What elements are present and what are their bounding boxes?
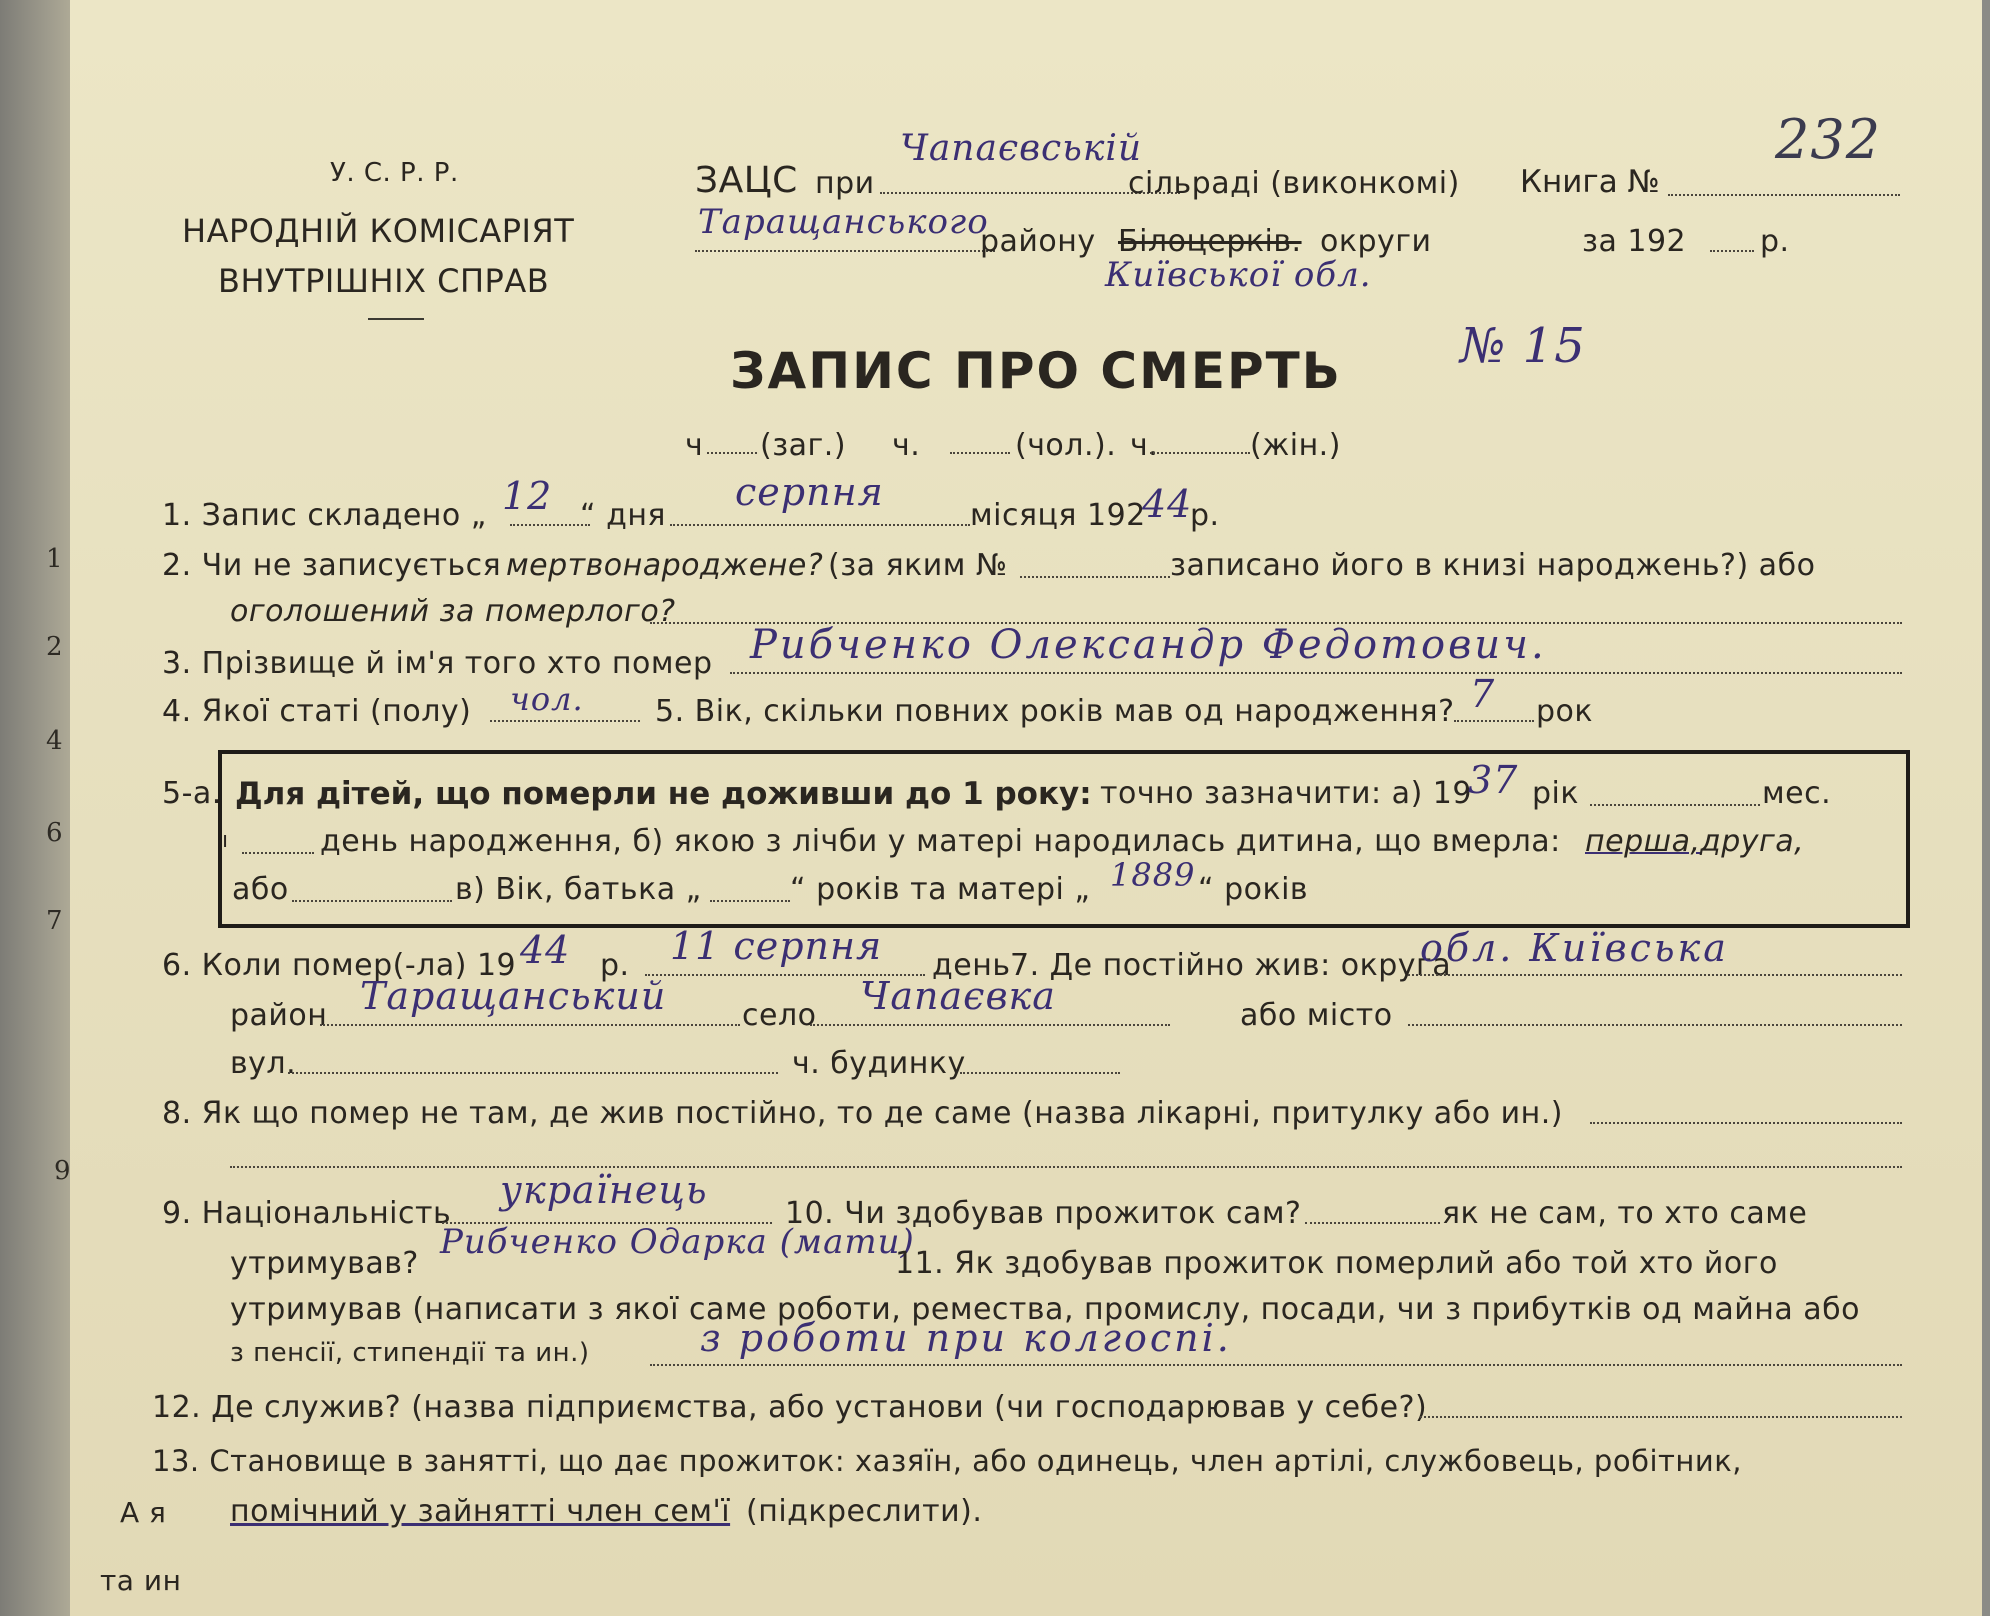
field13-underlined: помічний у зайнятті член сем'ї xyxy=(230,1494,731,1529)
margin-number: 4 xyxy=(46,726,63,756)
field12-line xyxy=(1420,1416,1902,1418)
count-male-line xyxy=(950,452,1010,454)
field7-city-line xyxy=(1408,1024,1902,1026)
field1-day-label: “ дня xyxy=(580,498,666,533)
field7-house-line xyxy=(960,1072,1120,1074)
field5a-or-line xyxy=(292,900,452,902)
ussr-label: У. С. Р. Р. xyxy=(330,158,459,188)
field5a-text-f: в) Вік, батька „ xyxy=(455,872,702,907)
field6-year: 44 xyxy=(520,928,571,972)
margin-number: 1 xyxy=(46,544,63,574)
field10-label-a: 10. Чи здобував прожиток сам? xyxy=(785,1196,1302,1231)
field3-label: 3. Прізвище й ім'я того хто помер xyxy=(162,646,713,681)
field1-day: 12 xyxy=(502,474,553,518)
field5a-bold: Для дітей, що померли не доживши до 1 року: xyxy=(235,776,1092,812)
count-male-prefix: ч. xyxy=(892,428,921,463)
underlay-text-1: А я xyxy=(120,1496,167,1529)
field3-line xyxy=(730,672,1902,674)
margin-number: 9 xyxy=(54,1156,71,1186)
field11-label-c: з пенсії, стипендії та ин.) xyxy=(230,1338,590,1368)
archive-number: 232 xyxy=(1775,108,1882,171)
field5a-text-c: мес. xyxy=(1762,776,1832,811)
field1-day-line xyxy=(510,524,590,526)
council-label: сільраді (виконкомі) xyxy=(1128,166,1460,201)
field4-value: чол. xyxy=(510,680,584,718)
field9-value: українець xyxy=(500,1168,708,1212)
field5a-mark: ı xyxy=(222,828,229,853)
field5-line xyxy=(1454,720,1534,722)
field5a-text-b: рік xyxy=(1532,776,1579,811)
field5a-text-e: або xyxy=(232,872,289,907)
year-line xyxy=(1710,250,1754,252)
count-female-prefix: ч. xyxy=(1130,428,1159,463)
field10-line-a xyxy=(1305,1222,1440,1224)
field7-district-label: район xyxy=(230,998,328,1033)
field5a-option-second: друга, xyxy=(1700,824,1805,859)
field5a-father-line xyxy=(710,900,790,902)
header-divider xyxy=(368,318,424,320)
field1-label: 1. Запис складено „ xyxy=(162,498,487,533)
field1-month: серпня xyxy=(735,470,884,514)
field7-district-line xyxy=(320,1024,740,1026)
count-total-prefix: ч xyxy=(685,428,704,463)
field5a-mother: 1889 xyxy=(1110,856,1196,894)
margin-number: 7 xyxy=(46,906,63,936)
count-total-label: (заг.) xyxy=(760,428,847,463)
field2-italic-a: мертвонароджене? xyxy=(506,548,824,583)
field10-label-b: як не сам, то хто саме xyxy=(1442,1196,1808,1231)
field5a-text-h: “ років xyxy=(1198,872,1309,907)
field5a-option-first: перша, xyxy=(1585,824,1701,859)
district-line xyxy=(695,250,995,252)
zacs-label: ЗАЦС xyxy=(695,160,798,201)
field7-okrug-line xyxy=(1408,974,1902,976)
district-label: району xyxy=(980,224,1096,259)
commissariat-line2: ВНУТРІШНІХ СПРАВ xyxy=(218,262,550,300)
book-label: Книга № xyxy=(1520,164,1660,200)
commissariat-line1: НАРОДНІЙ КОМІСАРІЯТ xyxy=(182,212,575,250)
year-label: за 192 xyxy=(1582,224,1687,259)
count-male-label: (чол.). xyxy=(1015,428,1117,463)
field5-suffix: рок xyxy=(1536,694,1594,729)
field3-value: Рибченко Олександр Федотович. xyxy=(750,622,1547,668)
field9-label: 9. Національність xyxy=(162,1196,452,1231)
field11-line xyxy=(650,1364,1902,1366)
field5a-text-a: точно зазначити: а) 19 xyxy=(1100,776,1472,811)
field4-label: 4. Якої статі (полу) xyxy=(162,694,472,729)
field5-label: 5. Вік, скільки повних років мав од народження? xyxy=(655,694,1455,729)
field6-label: 6. Коли помер(-ла) 19 xyxy=(162,948,517,983)
field7-city-label: або місто xyxy=(1240,998,1393,1033)
field7-district: Таращанський xyxy=(360,974,667,1018)
field2-label-c: записано його в книзі народжень?) або xyxy=(1170,548,1816,583)
field5a-day-line xyxy=(242,852,314,854)
field5a-year: 37 xyxy=(1468,758,1519,802)
margin-number: 6 xyxy=(46,818,63,848)
field7-village-label: село xyxy=(742,998,817,1033)
zacs-at-label: при xyxy=(815,166,875,201)
field10-value: Рибченко Одарка (мати) xyxy=(440,1222,915,1262)
field11-label-a: 11. Як здобував прожиток померлий або той хто його xyxy=(895,1246,1778,1281)
field8-line-2 xyxy=(230,1166,1902,1168)
field10-label-c: утримував? xyxy=(230,1246,419,1281)
field1-year: 44 xyxy=(1142,482,1193,526)
field8-label: 8. Як що помер не там, де жив постійно, то де саме (назва лікарні, притулку або ин.) xyxy=(162,1096,1563,1131)
field5a-text-d: день народження, б) якою з лічби у матері народилась дитина, що вмерла: xyxy=(320,824,1561,859)
field1-month-line xyxy=(670,524,970,526)
field13-label-a: 13. Становище в занятті, що дає прожиток: хазяїн, або одинець, член артілі, службовець, робітник, xyxy=(152,1444,1742,1478)
count-female-label: (жін.) xyxy=(1250,428,1341,463)
district-value: Таращанського xyxy=(698,202,989,242)
field6-year-suffix: р. xyxy=(600,948,630,983)
field2-label-a: 2. Чи не записується xyxy=(162,548,502,583)
book-number-line xyxy=(1668,194,1900,196)
village-council-value: Чапаєвській xyxy=(900,128,1143,169)
field12-label: 12. Де служив? (назва підприємства, або установи (чи господарював у себе?) xyxy=(152,1390,1428,1425)
field2-number-line xyxy=(1020,576,1170,578)
okrug-struck: Білоцерків. xyxy=(1118,224,1302,259)
field5a-month-line xyxy=(1590,804,1760,806)
underlay-text-2: та ин xyxy=(100,1564,182,1597)
oblast-value: Київської обл. xyxy=(1105,255,1372,295)
field11-value: з роботи при колгоспі. xyxy=(700,1316,1232,1360)
field8-line-1 xyxy=(1590,1122,1902,1124)
field7-street-line xyxy=(288,1072,778,1074)
field4-line xyxy=(490,720,640,722)
field2-label-b: (за яким № xyxy=(828,548,1008,583)
field1-year-suffix: р. xyxy=(1190,498,1220,533)
field7-street-label: вул. xyxy=(230,1046,297,1081)
field7-house-label: ч. будинку xyxy=(792,1046,966,1081)
okrug-label: округи xyxy=(1320,224,1432,259)
field6-day-label: день xyxy=(932,948,1011,983)
record-number: № 15 xyxy=(1460,318,1586,374)
margin-number: 2 xyxy=(46,632,63,662)
field6-date: 11 серпня xyxy=(670,924,883,968)
field7-label: 7. Де постійно жив: округа xyxy=(1010,948,1452,983)
field1-month-label: місяця 192 xyxy=(970,498,1146,533)
field7-village-line xyxy=(810,1024,1170,1026)
field13-label-b: (підкреслити). xyxy=(746,1494,983,1529)
field7-okrug: обл. Київська xyxy=(1420,926,1729,970)
page-title: ЗАПИС ПРО СМЕРТЬ xyxy=(730,342,1342,400)
field7-village: Чапаєвка xyxy=(860,974,1056,1018)
field2-italic-b: оголошений за померлого? xyxy=(230,594,676,629)
field11-label-b: утримував (написати з якої саме роботи, ремества, промислу, посади, чи з прибутків од майна або xyxy=(230,1292,1861,1327)
count-female-line xyxy=(1150,452,1250,454)
field5a-text-g: “ років та матері „ xyxy=(790,872,1091,907)
count-total-line xyxy=(707,452,757,454)
death-record-form xyxy=(70,0,1982,1616)
field5-value: 7 xyxy=(1470,672,1496,716)
field5a-prefix: 5-а. xyxy=(162,776,222,811)
year-suffix: р. xyxy=(1760,224,1790,259)
